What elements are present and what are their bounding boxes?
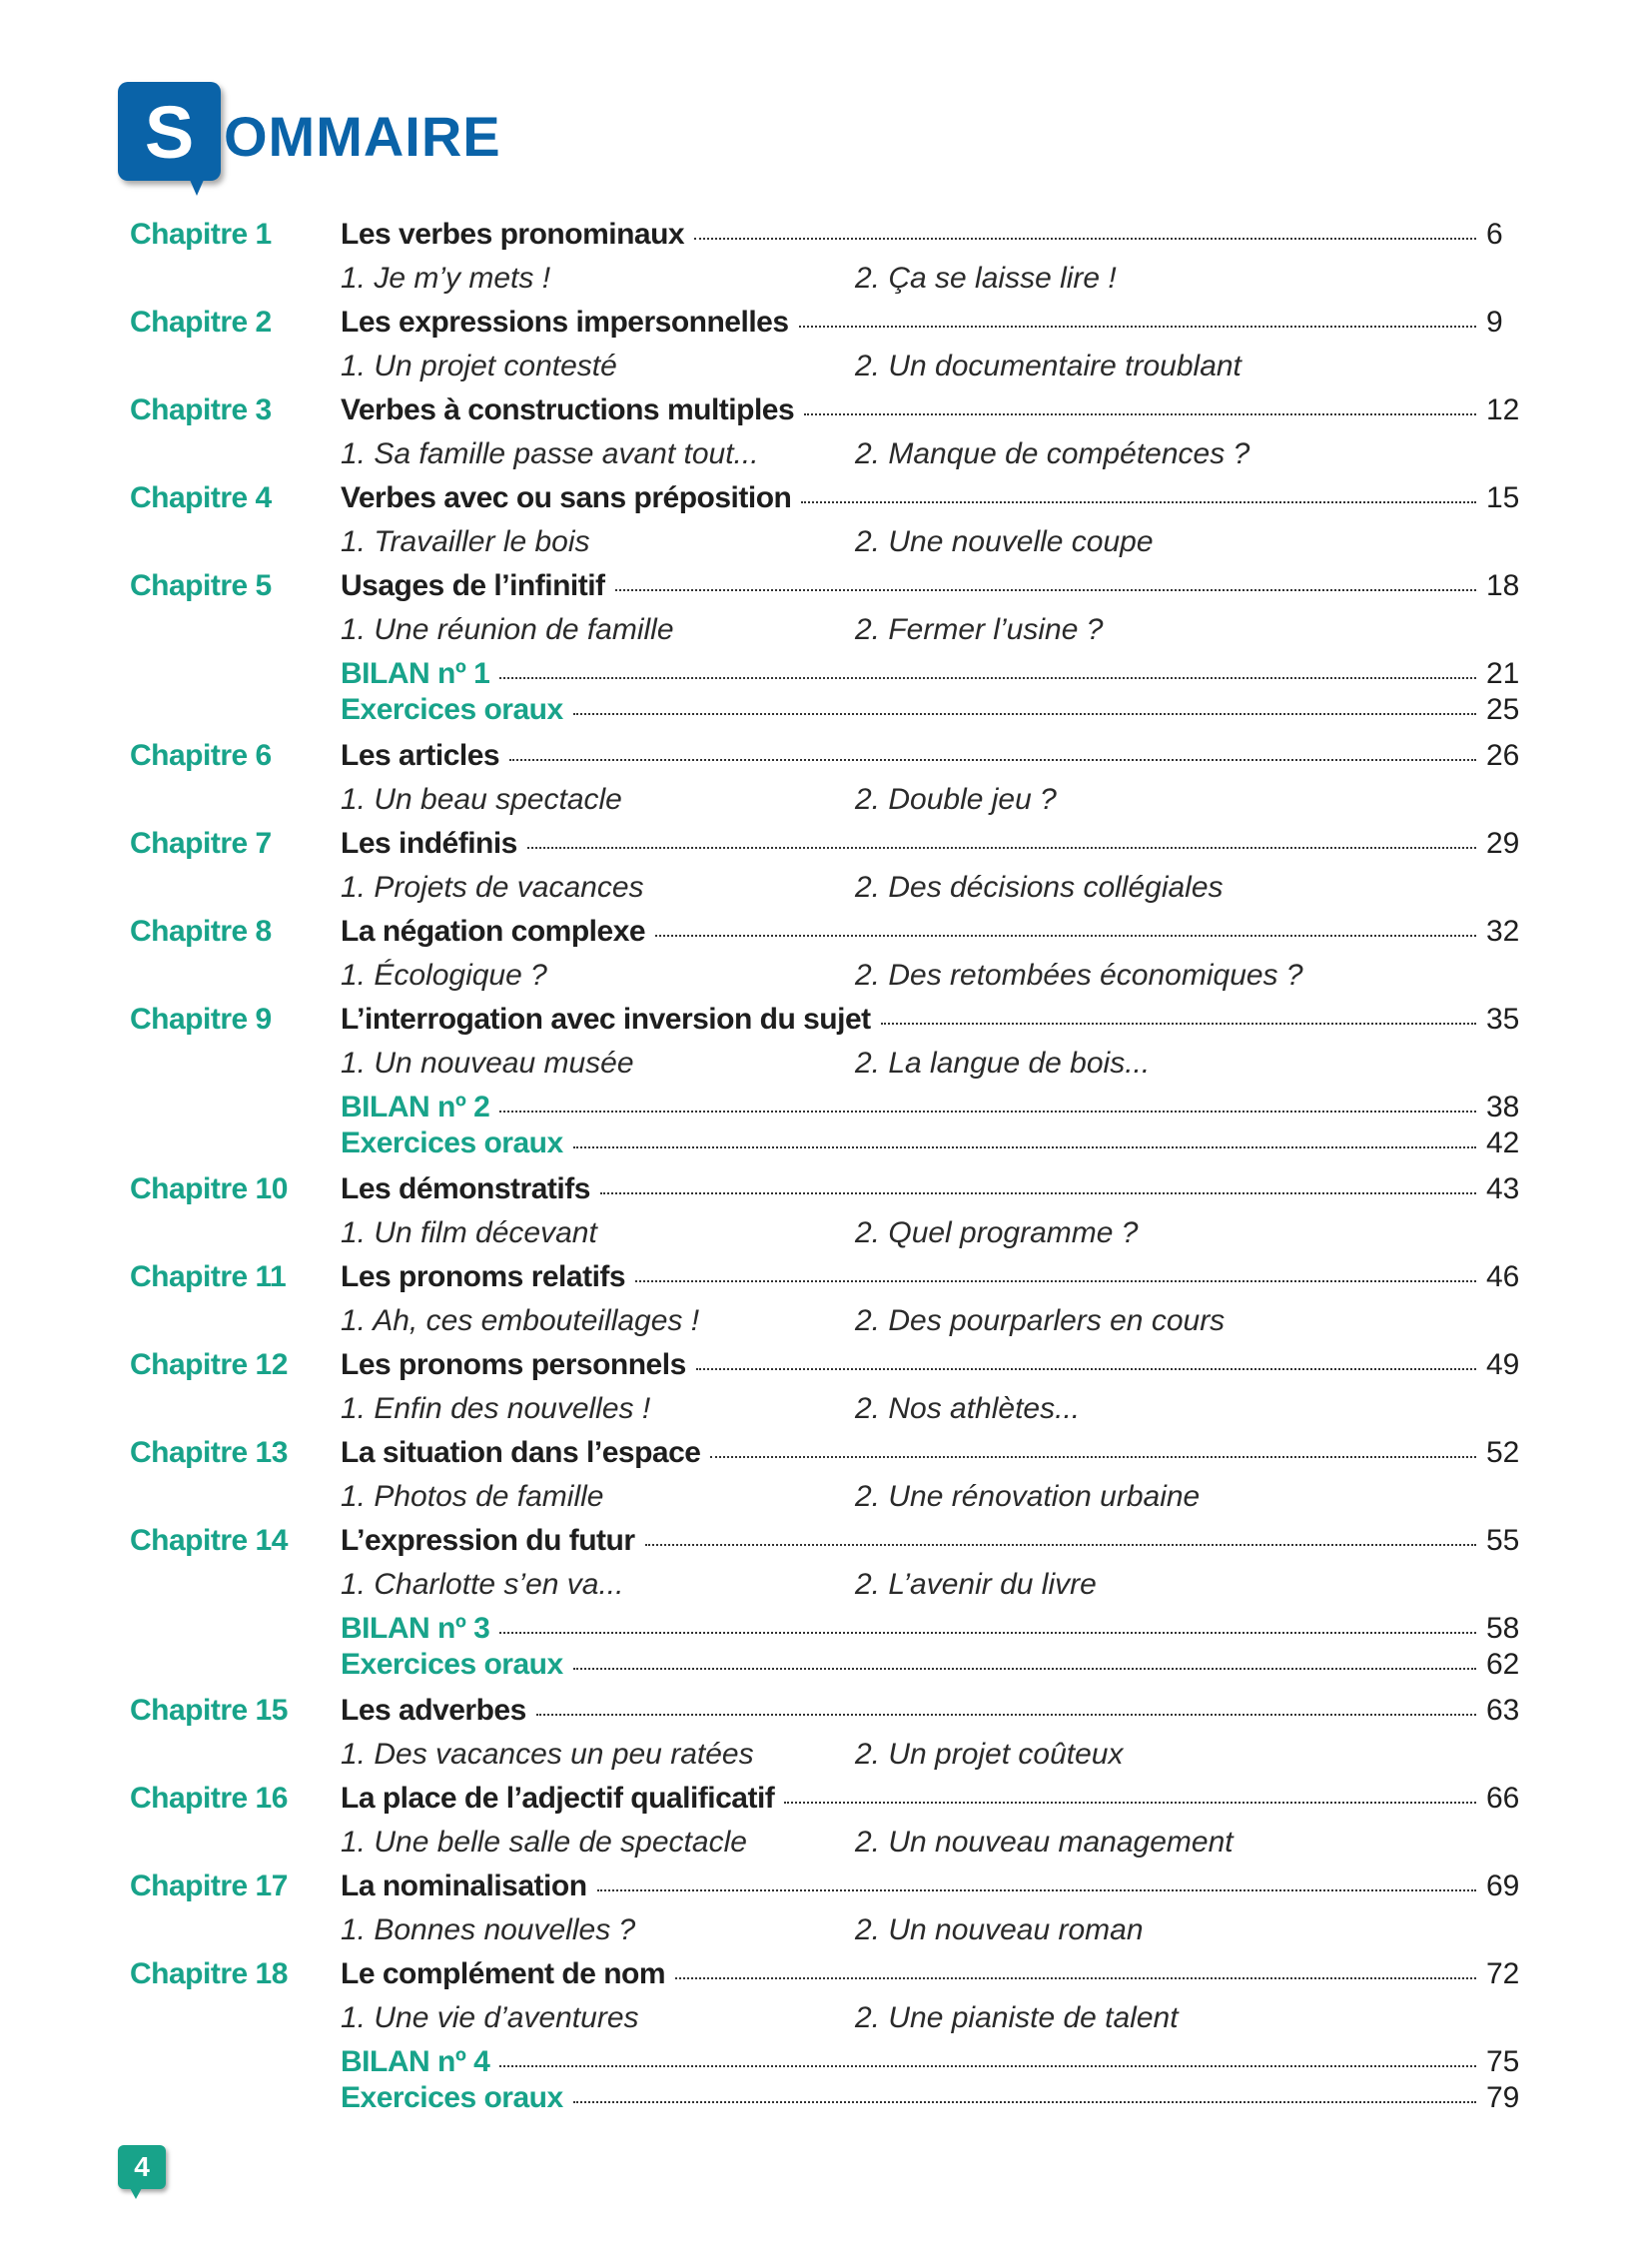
dot-leader	[499, 1632, 1476, 1634]
toc-subsection-row	[0, 871, 1652, 911]
dot-leader	[573, 1668, 1476, 1670]
subsection-1: 1. Un projet contesté	[341, 350, 617, 382]
subsection-2: 2. Des retombées économiques ?	[855, 959, 1303, 992]
page-ref: 43	[1486, 1172, 1520, 1205]
dot-leader	[881, 1023, 1476, 1025]
toc-entry	[341, 657, 1484, 691]
subsection-2: 2. Quel programme ?	[855, 1216, 1139, 1249]
toc-chapter-row	[0, 218, 1652, 258]
toc-bilan-row	[0, 1091, 1652, 1130]
dot-leader	[804, 413, 1476, 415]
bilan-title: Exercices oraux	[341, 2081, 563, 2114]
dot-leader	[499, 677, 1476, 679]
page-ref: 29	[1486, 827, 1520, 860]
dot-leader	[600, 1192, 1476, 1194]
subsection-2: 2. Ça se laisse lire !	[855, 262, 1117, 295]
toc-bilan-row	[0, 1648, 1652, 1688]
chapter-title: La négation complexe	[341, 915, 646, 948]
toc-bilan-row	[0, 693, 1652, 733]
toc-subsection-row	[0, 1826, 1652, 1866]
toc-chapter-row	[0, 827, 1652, 867]
toc-chapter-row	[0, 915, 1652, 955]
page-ref: 72	[1486, 1957, 1520, 1990]
chapter-title: Les adverbes	[341, 1694, 526, 1727]
toc-entry	[341, 218, 1484, 252]
toc-entry	[341, 1091, 1484, 1124]
subsection-2: 2. Un documentaire troublant	[855, 350, 1241, 382]
chapter-label: Chapitre 12	[130, 1348, 288, 1381]
dot-leader	[509, 759, 1476, 761]
dot-leader	[597, 1889, 1476, 1891]
page-ref: 6	[1486, 218, 1503, 251]
subsection-2: 2. Double jeu ?	[855, 783, 1057, 816]
title-text: OMMAIRE	[224, 105, 501, 168]
toc-chapter-row	[0, 393, 1652, 433]
dot-leader	[784, 1802, 1476, 1804]
toc-subsection-row	[0, 2001, 1652, 2041]
dot-leader	[635, 1280, 1476, 1282]
toc-entry	[341, 1612, 1484, 1646]
toc-entry	[341, 1648, 1484, 1682]
subsection-1: 1. Projets de vacances	[341, 871, 644, 904]
dot-leader	[499, 1111, 1476, 1113]
page-ref: 25	[1486, 693, 1520, 726]
dot-leader	[645, 1544, 1476, 1546]
page-ref: 63	[1486, 1694, 1520, 1727]
title-speech-bubble	[118, 82, 221, 181]
chapter-label: Chapitre 11	[130, 1260, 287, 1293]
chapter-title: Les expressions impersonnelles	[341, 306, 789, 339]
subsection-2: 2. Fermer l’usine ?	[855, 613, 1104, 646]
page-number: 4	[134, 2151, 150, 2182]
chapter-title: Les démonstratifs	[341, 1172, 590, 1205]
toc-chapter-row	[0, 569, 1652, 609]
page-ref: 46	[1486, 1260, 1520, 1293]
toc-entry	[341, 1957, 1484, 1991]
subsection-2: 2. Un projet coûteux	[855, 1738, 1124, 1771]
toc-subsection-row	[0, 613, 1652, 653]
subsection-1: 1. Un film décevant	[341, 1216, 597, 1249]
chapter-title: Les verbes pronominaux	[341, 218, 685, 251]
dot-leader	[655, 935, 1476, 937]
toc-subsection-row	[0, 1216, 1652, 1256]
subsection-1: 1. Bonnes nouvelles ?	[341, 1913, 636, 1946]
page-ref: 58	[1486, 1612, 1520, 1645]
subsection-1: 1. Une belle salle de spectacle	[341, 1826, 747, 1859]
dot-leader	[573, 713, 1476, 715]
toc-entry	[341, 1172, 1484, 1206]
subsection-2: 2. Des décisions collégiales	[855, 871, 1224, 904]
toc-subsection-row	[0, 1480, 1652, 1520]
subsection-2: 2. La langue de bois...	[855, 1047, 1151, 1080]
toc-chapter-row	[0, 1436, 1652, 1476]
chapter-label: Chapitre 18	[130, 1957, 288, 1990]
subsection-1: 1. Un nouveau musée	[341, 1047, 634, 1080]
toc-chapter-row	[0, 1524, 1652, 1564]
toc-subsection-row	[0, 1913, 1652, 1953]
subsection-1: 1. Des vacances un peu ratées	[341, 1738, 754, 1771]
subsection-1: 1. Enfin des nouvelles !	[341, 1392, 651, 1425]
bilan-title: BILAN nº 1	[341, 657, 490, 690]
title-initial: S	[144, 91, 195, 174]
bilan-title: BILAN nº 2	[341, 1091, 490, 1123]
toc-subsection-row	[0, 959, 1652, 999]
chapter-label: Chapitre 6	[130, 739, 272, 772]
page-ref: 49	[1486, 1348, 1520, 1381]
chapter-title: Le complément de nom	[341, 1957, 666, 1990]
toc-entry	[341, 393, 1484, 427]
chapter-label: Chapitre 10	[130, 1172, 288, 1205]
chapter-label: Chapitre 1	[130, 218, 272, 251]
toc-bilan-row	[0, 1612, 1652, 1652]
subsection-2: 2. Manque de compétences ?	[855, 437, 1250, 470]
subsection-1: 1. Sa famille passe avant tout...	[341, 437, 759, 470]
toc-entry	[341, 1003, 1484, 1037]
page-ref: 79	[1486, 2081, 1520, 2114]
toc-entry	[341, 2081, 1484, 2115]
toc-entry	[341, 1782, 1484, 1816]
toc-entry	[341, 1524, 1484, 1558]
toc-chapter-row	[0, 1348, 1652, 1388]
subsection-1: 1. Une réunion de famille	[341, 613, 674, 646]
dot-leader	[615, 589, 1476, 591]
page-ref: 75	[1486, 2045, 1520, 2078]
chapter-title: La situation dans l’espace	[341, 1436, 701, 1469]
toc-entry	[341, 827, 1484, 861]
subsection-1: 1. Écologique ?	[341, 959, 547, 992]
page-ref: 26	[1486, 739, 1520, 772]
chapter-label: Chapitre 4	[130, 481, 272, 514]
toc-entry	[341, 1348, 1484, 1382]
dot-leader	[799, 326, 1476, 328]
dot-leader	[499, 2065, 1476, 2067]
dot-leader	[573, 2101, 1476, 2103]
toc-chapter-row	[0, 1003, 1652, 1043]
page-ref: 69	[1486, 1869, 1520, 1902]
toc-chapter-row	[0, 1172, 1652, 1212]
page-ref: 42	[1486, 1126, 1520, 1159]
chapter-title: Les pronoms personnels	[341, 1348, 686, 1381]
page-ref: 55	[1486, 1524, 1520, 1557]
toc-entry	[341, 739, 1484, 773]
chapter-title: L’expression du futur	[341, 1524, 635, 1557]
page-ref: 18	[1486, 569, 1520, 602]
chapter-title: Usages de l’infinitif	[341, 569, 605, 602]
dot-leader	[675, 1977, 1476, 1979]
chapter-label: Chapitre 17	[130, 1869, 288, 1902]
toc-subsection-row	[0, 1392, 1652, 1432]
bilan-title: Exercices oraux	[341, 1648, 563, 1681]
toc-entry	[341, 1436, 1484, 1470]
toc-bilan-row	[0, 2045, 1652, 2085]
dot-leader	[801, 501, 1476, 503]
chapter-title: Verbes avec ou sans préposition	[341, 481, 792, 514]
toc-subsection-row	[0, 262, 1652, 302]
subsection-2: 2. Nos athlètes...	[855, 1392, 1081, 1425]
page-number-badge	[118, 2145, 166, 2189]
page-ref: 15	[1486, 481, 1520, 514]
chapter-label: Chapitre 3	[130, 393, 272, 426]
chapter-label: Chapitre 13	[130, 1436, 288, 1469]
page-ref: 35	[1486, 1003, 1520, 1036]
toc-entry	[341, 1260, 1484, 1294]
chapter-title: Les pronoms relatifs	[341, 1260, 626, 1293]
page-ref: 52	[1486, 1436, 1520, 1469]
toc-subsection-row	[0, 1738, 1652, 1778]
toc-chapter-row	[0, 1957, 1652, 1997]
toc-subsection-row	[0, 350, 1652, 389]
subsection-2: 2. Un nouveau management	[855, 1826, 1234, 1859]
subsection-1: 1. Une vie d’aventures	[341, 2001, 639, 2034]
toc-chapter-row	[0, 1260, 1652, 1300]
toc-chapter-row	[0, 481, 1652, 521]
subsection-1: 1. Ah, ces embouteillages !	[341, 1304, 700, 1337]
dot-leader	[710, 1456, 1476, 1458]
bilan-title: Exercices oraux	[341, 1126, 563, 1159]
chapter-label: Chapitre 9	[130, 1003, 272, 1036]
chapter-title: Les articles	[341, 739, 500, 772]
toc-entry	[341, 915, 1484, 949]
chapter-title: La place de l’adjectif qualificatif	[341, 1782, 775, 1815]
dot-leader	[694, 238, 1476, 240]
chapter-label: Chapitre 16	[130, 1782, 288, 1815]
chapter-title: Verbes à constructions multiples	[341, 393, 795, 426]
chapter-label: Chapitre 8	[130, 915, 272, 948]
chapter-title: Les indéfinis	[341, 827, 517, 860]
toc-entry	[341, 2045, 1484, 2079]
bilan-title: BILAN nº 4	[341, 2045, 490, 2078]
bilan-title: Exercices oraux	[341, 693, 563, 726]
page-ref: 9	[1486, 306, 1503, 339]
toc-entry	[341, 1869, 1484, 1903]
toc-subsection-row	[0, 1304, 1652, 1344]
dot-leader	[527, 847, 1476, 849]
toc-chapter-row	[0, 1782, 1652, 1822]
chapter-title: La nominalisation	[341, 1869, 587, 1902]
subsection-2: 2. Une nouvelle coupe	[855, 525, 1154, 558]
page-ref: 66	[1486, 1782, 1520, 1815]
chapter-title: L’interrogation avec inversion du sujet	[341, 1003, 871, 1036]
chapter-label: Chapitre 15	[130, 1694, 288, 1727]
page-ref: 62	[1486, 1648, 1520, 1681]
subsection-2: 2. L’avenir du livre	[855, 1568, 1097, 1601]
toc-subsection-row	[0, 1568, 1652, 1608]
chapter-label: Chapitre 2	[130, 306, 272, 339]
subsection-1: 1. Photos de famille	[341, 1480, 604, 1513]
toc-bilan-row	[0, 657, 1652, 697]
page-ref: 21	[1486, 657, 1520, 690]
toc-bilan-row	[0, 2081, 1652, 2121]
toc-entry	[341, 306, 1484, 340]
toc-entry	[341, 1126, 1484, 1160]
toc-entry	[341, 481, 1484, 515]
toc-chapter-row	[0, 1694, 1652, 1734]
subsection-2: 2. Un nouveau roman	[855, 1913, 1144, 1946]
toc-entry	[341, 569, 1484, 603]
subsection-2: 2. Une rénovation urbaine	[855, 1480, 1201, 1513]
page-ref: 32	[1486, 915, 1520, 948]
page-ref: 38	[1486, 1091, 1520, 1123]
page-ref: 12	[1486, 393, 1520, 426]
subsection-2: 2. Une pianiste de talent	[855, 2001, 1179, 2034]
toc-chapter-row	[0, 1869, 1652, 1909]
chapter-label: Chapitre 5	[130, 569, 272, 602]
toc-subsection-row	[0, 783, 1652, 823]
subsection-1: 1. Un beau spectacle	[341, 783, 622, 816]
dot-leader	[696, 1368, 1476, 1370]
toc-entry	[341, 1694, 1484, 1728]
chapter-label: Chapitre 7	[130, 827, 272, 860]
chapter-label: Chapitre 14	[130, 1524, 288, 1557]
dot-leader	[573, 1146, 1476, 1148]
subsection-1: 1. Charlotte s’en va...	[341, 1568, 624, 1601]
subsection-2: 2. Des pourparlers en cours	[855, 1304, 1226, 1337]
subsection-1: 1. Je m’y mets !	[341, 262, 551, 295]
toc-chapter-row	[0, 739, 1652, 779]
dot-leader	[536, 1714, 1476, 1716]
toc-subsection-row	[0, 437, 1652, 477]
toc-bilan-row	[0, 1126, 1652, 1166]
toc-subsection-row	[0, 1047, 1652, 1087]
bilan-title: BILAN nº 3	[341, 1612, 490, 1645]
toc-chapter-row	[0, 306, 1652, 346]
toc-subsection-row	[0, 525, 1652, 565]
subsection-1: 1. Travailler le bois	[341, 525, 590, 558]
toc-entry	[341, 693, 1484, 727]
